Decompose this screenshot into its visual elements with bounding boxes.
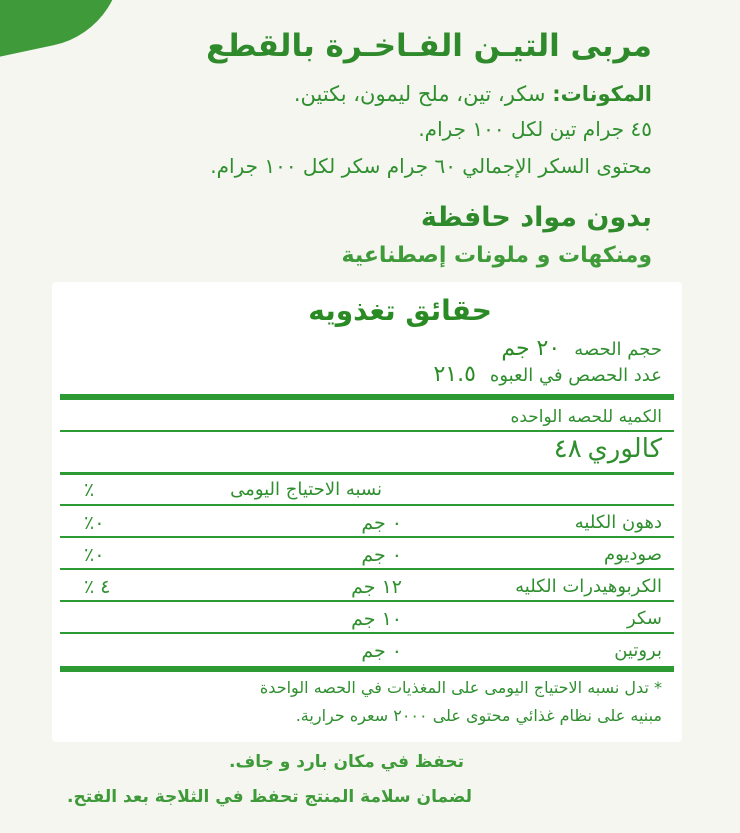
nutrient-amount: ١٢ جم (351, 576, 402, 598)
nutrient-amount: ١٠ جم (351, 608, 402, 630)
nutrient-label: دهون الكليه (574, 512, 662, 533)
serving-size-value: ٢٠ جم (501, 336, 561, 361)
serving-size-row (501, 336, 662, 361)
servings-value: ٢١.٥ (433, 362, 476, 387)
no-preservatives: بدون مواد حافظة (420, 202, 652, 233)
storage-line2: لضمان سلامة المنتج تحفظ في الثلاجة بعد الفتح. (67, 787, 472, 807)
calories-label: كالوري (587, 434, 662, 464)
rule (60, 632, 674, 634)
product-title: مربى التيـن الفـاخـرة بالقطع (206, 28, 652, 64)
serving-size-label: حجم الحصه (574, 339, 662, 360)
amount-per-serving: الكميه للحصه الواحده (510, 407, 662, 427)
nutrient-label: بروتين (614, 640, 662, 661)
no-artificial: ومنكهات و ملونات إصطناعية (341, 243, 652, 268)
footnote-line2: مبنيه على نظام غذائي محتوى على ٢٠٠٠ سعره حرارية. (295, 706, 662, 725)
rule (60, 600, 674, 602)
servings-row (433, 362, 662, 387)
calories-value: ٤٨ (553, 434, 582, 464)
servings-label: عدد الحصص في العبوه (489, 365, 662, 386)
nutrient-amount: ٠ جم (361, 512, 402, 534)
ingredients-label: المكونات: (552, 82, 652, 106)
nutrient-pct: ٪٠ (84, 512, 105, 534)
calories-row (554, 434, 662, 464)
rule (60, 504, 674, 506)
nutrition-title: حقائق تغذويه (308, 294, 492, 327)
nutrient-label: الكربوهيدرات الكليه (515, 576, 662, 597)
nutrition-facts-panel (52, 282, 682, 742)
nutrient-pct: ٪٠ (84, 544, 105, 566)
fig-content: ٤٥ جرام تين لكل ١٠٠ جرام. (418, 117, 652, 141)
nutrient-amount: ٠ جم (361, 640, 402, 662)
rule-thick (60, 666, 674, 672)
leaf-decoration (0, 0, 137, 61)
rule (60, 536, 674, 538)
ingredients-text: سكر، تين، ملح ليمون، بكتين. (293, 82, 546, 106)
nutrient-label: صوديوم (603, 544, 662, 565)
rule-thick (60, 394, 674, 400)
rule (60, 568, 674, 570)
storage-line1: تحفظ في مكان بارد و جاف. (229, 752, 464, 772)
ingredients-line (294, 82, 652, 106)
nutrient-amount: ٠ جم (361, 544, 402, 566)
dv-header-pct: ٪ (84, 479, 95, 501)
nutrient-label: سكر (627, 608, 662, 629)
nutrient-pct: ٪ ٤ (84, 576, 111, 598)
rule (60, 430, 674, 432)
sugar-content: محتوى السكر الإجمالي ٦٠ جرام سكر لكل ١٠٠ جرام. (210, 154, 652, 178)
footnote-line1: * تدل نسبه الاحتياج اليومى على المغذيات في الحصه الواحدة (259, 678, 662, 697)
dv-header: نسبه الاحتياج اليومى (230, 479, 382, 500)
rule-mid (60, 472, 674, 475)
